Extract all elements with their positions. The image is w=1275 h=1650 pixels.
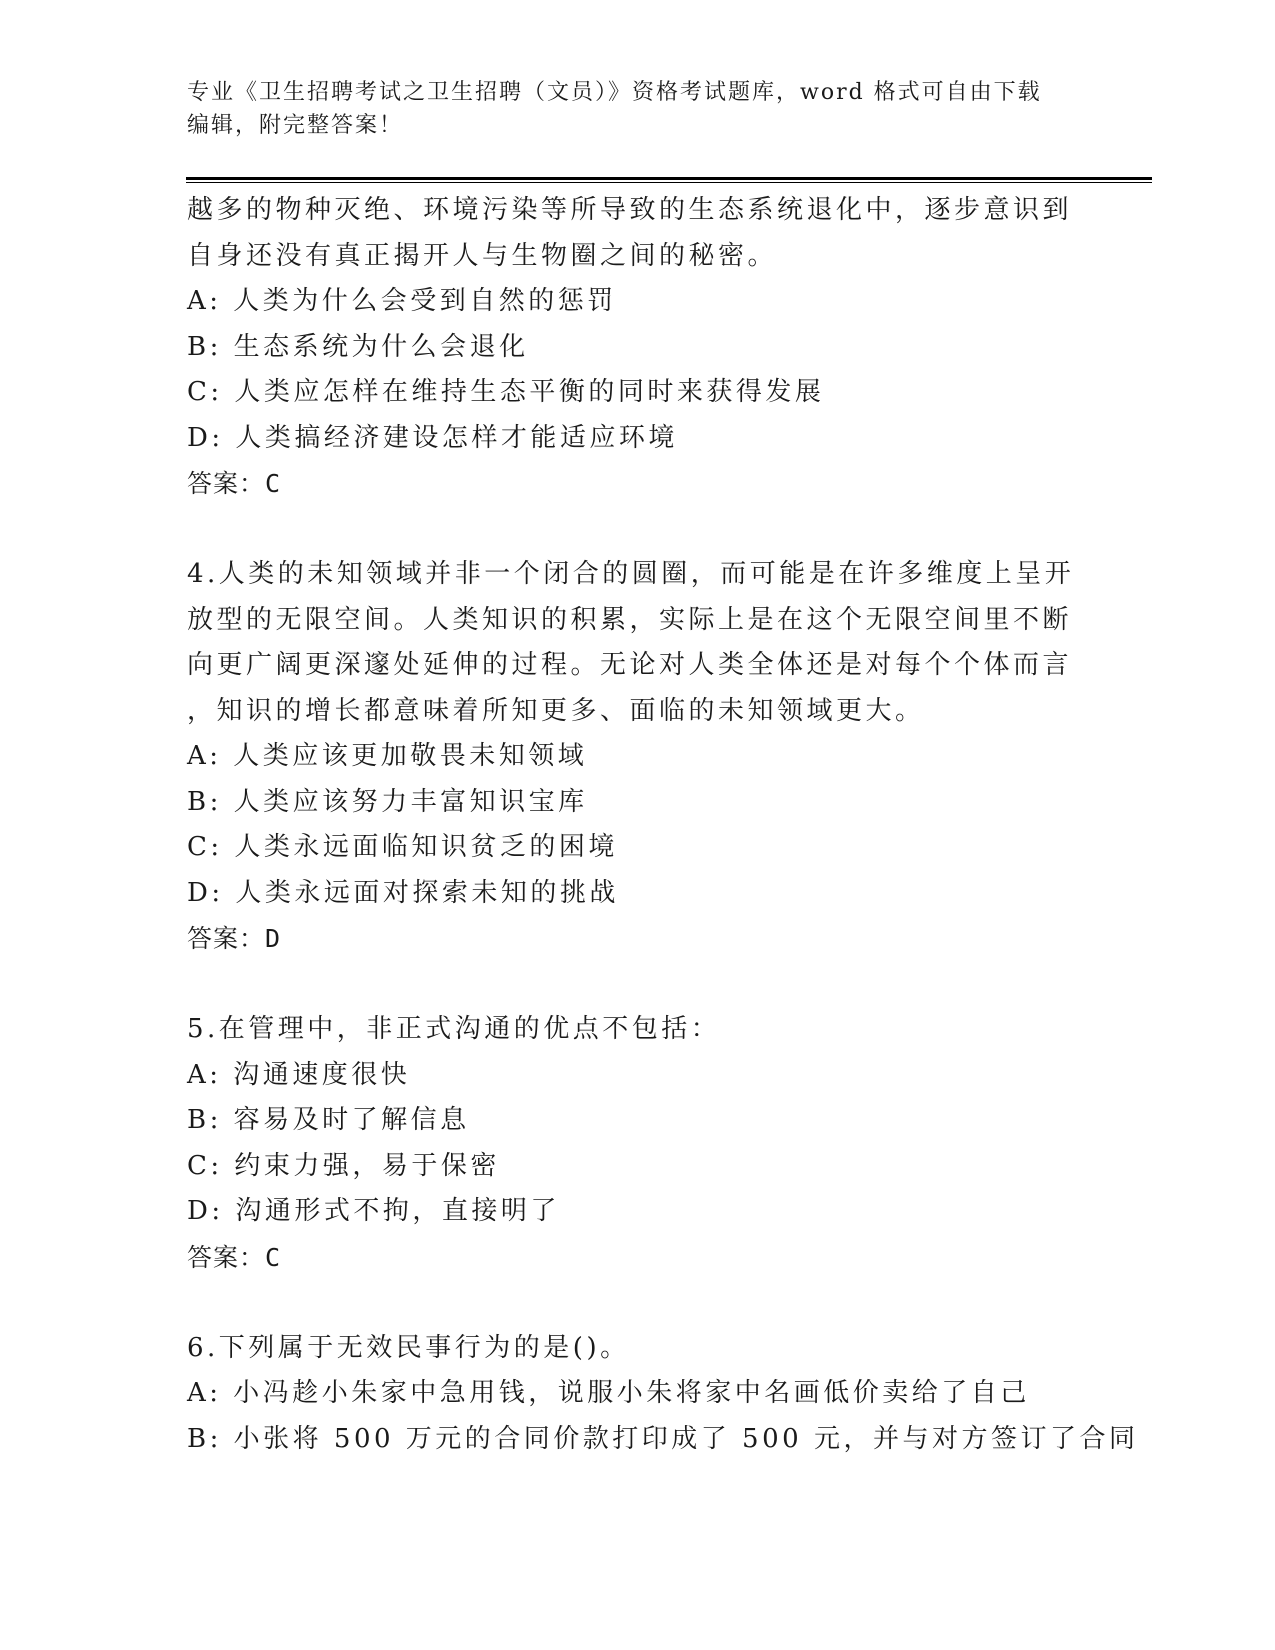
option-d: D: 人类搞经济建设怎样才能适应环境	[187, 422, 678, 453]
answer-label: 答案：	[187, 924, 266, 953]
question-stem-line: 放型的无限空间。人类知识的积累，实际上是在这个无限空间里不断	[187, 604, 1073, 635]
option-a: A: 人类为什么会受到自然的惩罚	[187, 286, 617, 316]
option-a: A: 小冯趁小朱家中急用钱，说服小朱将家中名画低价卖给了自己	[187, 1378, 1030, 1408]
header-line: 编辑，附完整答案！	[187, 113, 404, 138]
question-stem-line: 向更广阔更深邃处延伸的过程。无论对人类全体还是对每个个体而言	[187, 650, 1073, 680]
question-4	[187, 552, 1087, 962]
question-stem-line: 4.人类的未知领域并非一个闭合的圆圈，而可能是在许多维度上呈开	[187, 559, 1075, 589]
question-stem-line: 6.下列属于无效民事行为的是()。	[187, 1332, 630, 1363]
answer-line	[187, 461, 1087, 507]
option-c: C: 约束力强，易于保密	[187, 1150, 500, 1181]
question-3	[187, 188, 1087, 507]
answer-line	[187, 916, 1087, 962]
option-b: B: 人类应该努力丰富知识宝库	[187, 786, 588, 817]
option-c: C: 人类应怎样在维持生态平衡的同时来获得发展	[187, 377, 825, 407]
header-divider	[186, 177, 1152, 180]
question-5	[187, 1007, 1087, 1280]
question-stem-line: 5.在管理中，非正式沟通的优点不包括：	[187, 1014, 721, 1044]
option-c: C: 人类永远面临知识贫乏的困境	[187, 832, 618, 862]
option-b: B: 小张将 500 万元的合同价款打印成了 500 元，并与对方签订了合同	[187, 1423, 1139, 1454]
option-a: A: 人类应该更加敬畏未知领域	[187, 741, 588, 771]
document-header	[187, 76, 1067, 142]
option-a: A: 沟通速度很快	[187, 1059, 411, 1090]
question-6	[187, 1326, 1139, 1463]
question-stem-line: ，知识的增长都意味着所知更多、面临的未知领域更大。	[187, 695, 925, 726]
question-stem-line: 越多的物种灭绝、环境污染等所导致的生态系统退化中，逐步意识到	[187, 195, 1073, 225]
answer-value: D	[265, 924, 282, 953]
option-b: B: 生态系统为什么会退化	[187, 331, 529, 362]
option-d: D: 人类永远面对探索未知的挑战	[187, 877, 619, 908]
question-list	[187, 188, 1139, 1462]
answer-value: C	[265, 1242, 282, 1272]
question-stem-line: 自身还没有真正揭开人与生物圈之间的秘密。	[187, 240, 778, 271]
answer-value: C	[265, 469, 282, 498]
answer-line	[187, 1235, 1087, 1281]
option-b: B: 容易及时了解信息	[187, 1105, 470, 1135]
answer-label: 答案：	[187, 1242, 266, 1272]
answer-label: 答案：	[187, 469, 266, 498]
header-line: 专业《卫生招聘考试之卫生招聘（文员）》资格考试题库，word 格式可自由下载	[187, 80, 1042, 105]
header-divider-thin	[186, 182, 1152, 183]
option-d: D: 沟通形式不拘，直接明了	[187, 1196, 560, 1226]
